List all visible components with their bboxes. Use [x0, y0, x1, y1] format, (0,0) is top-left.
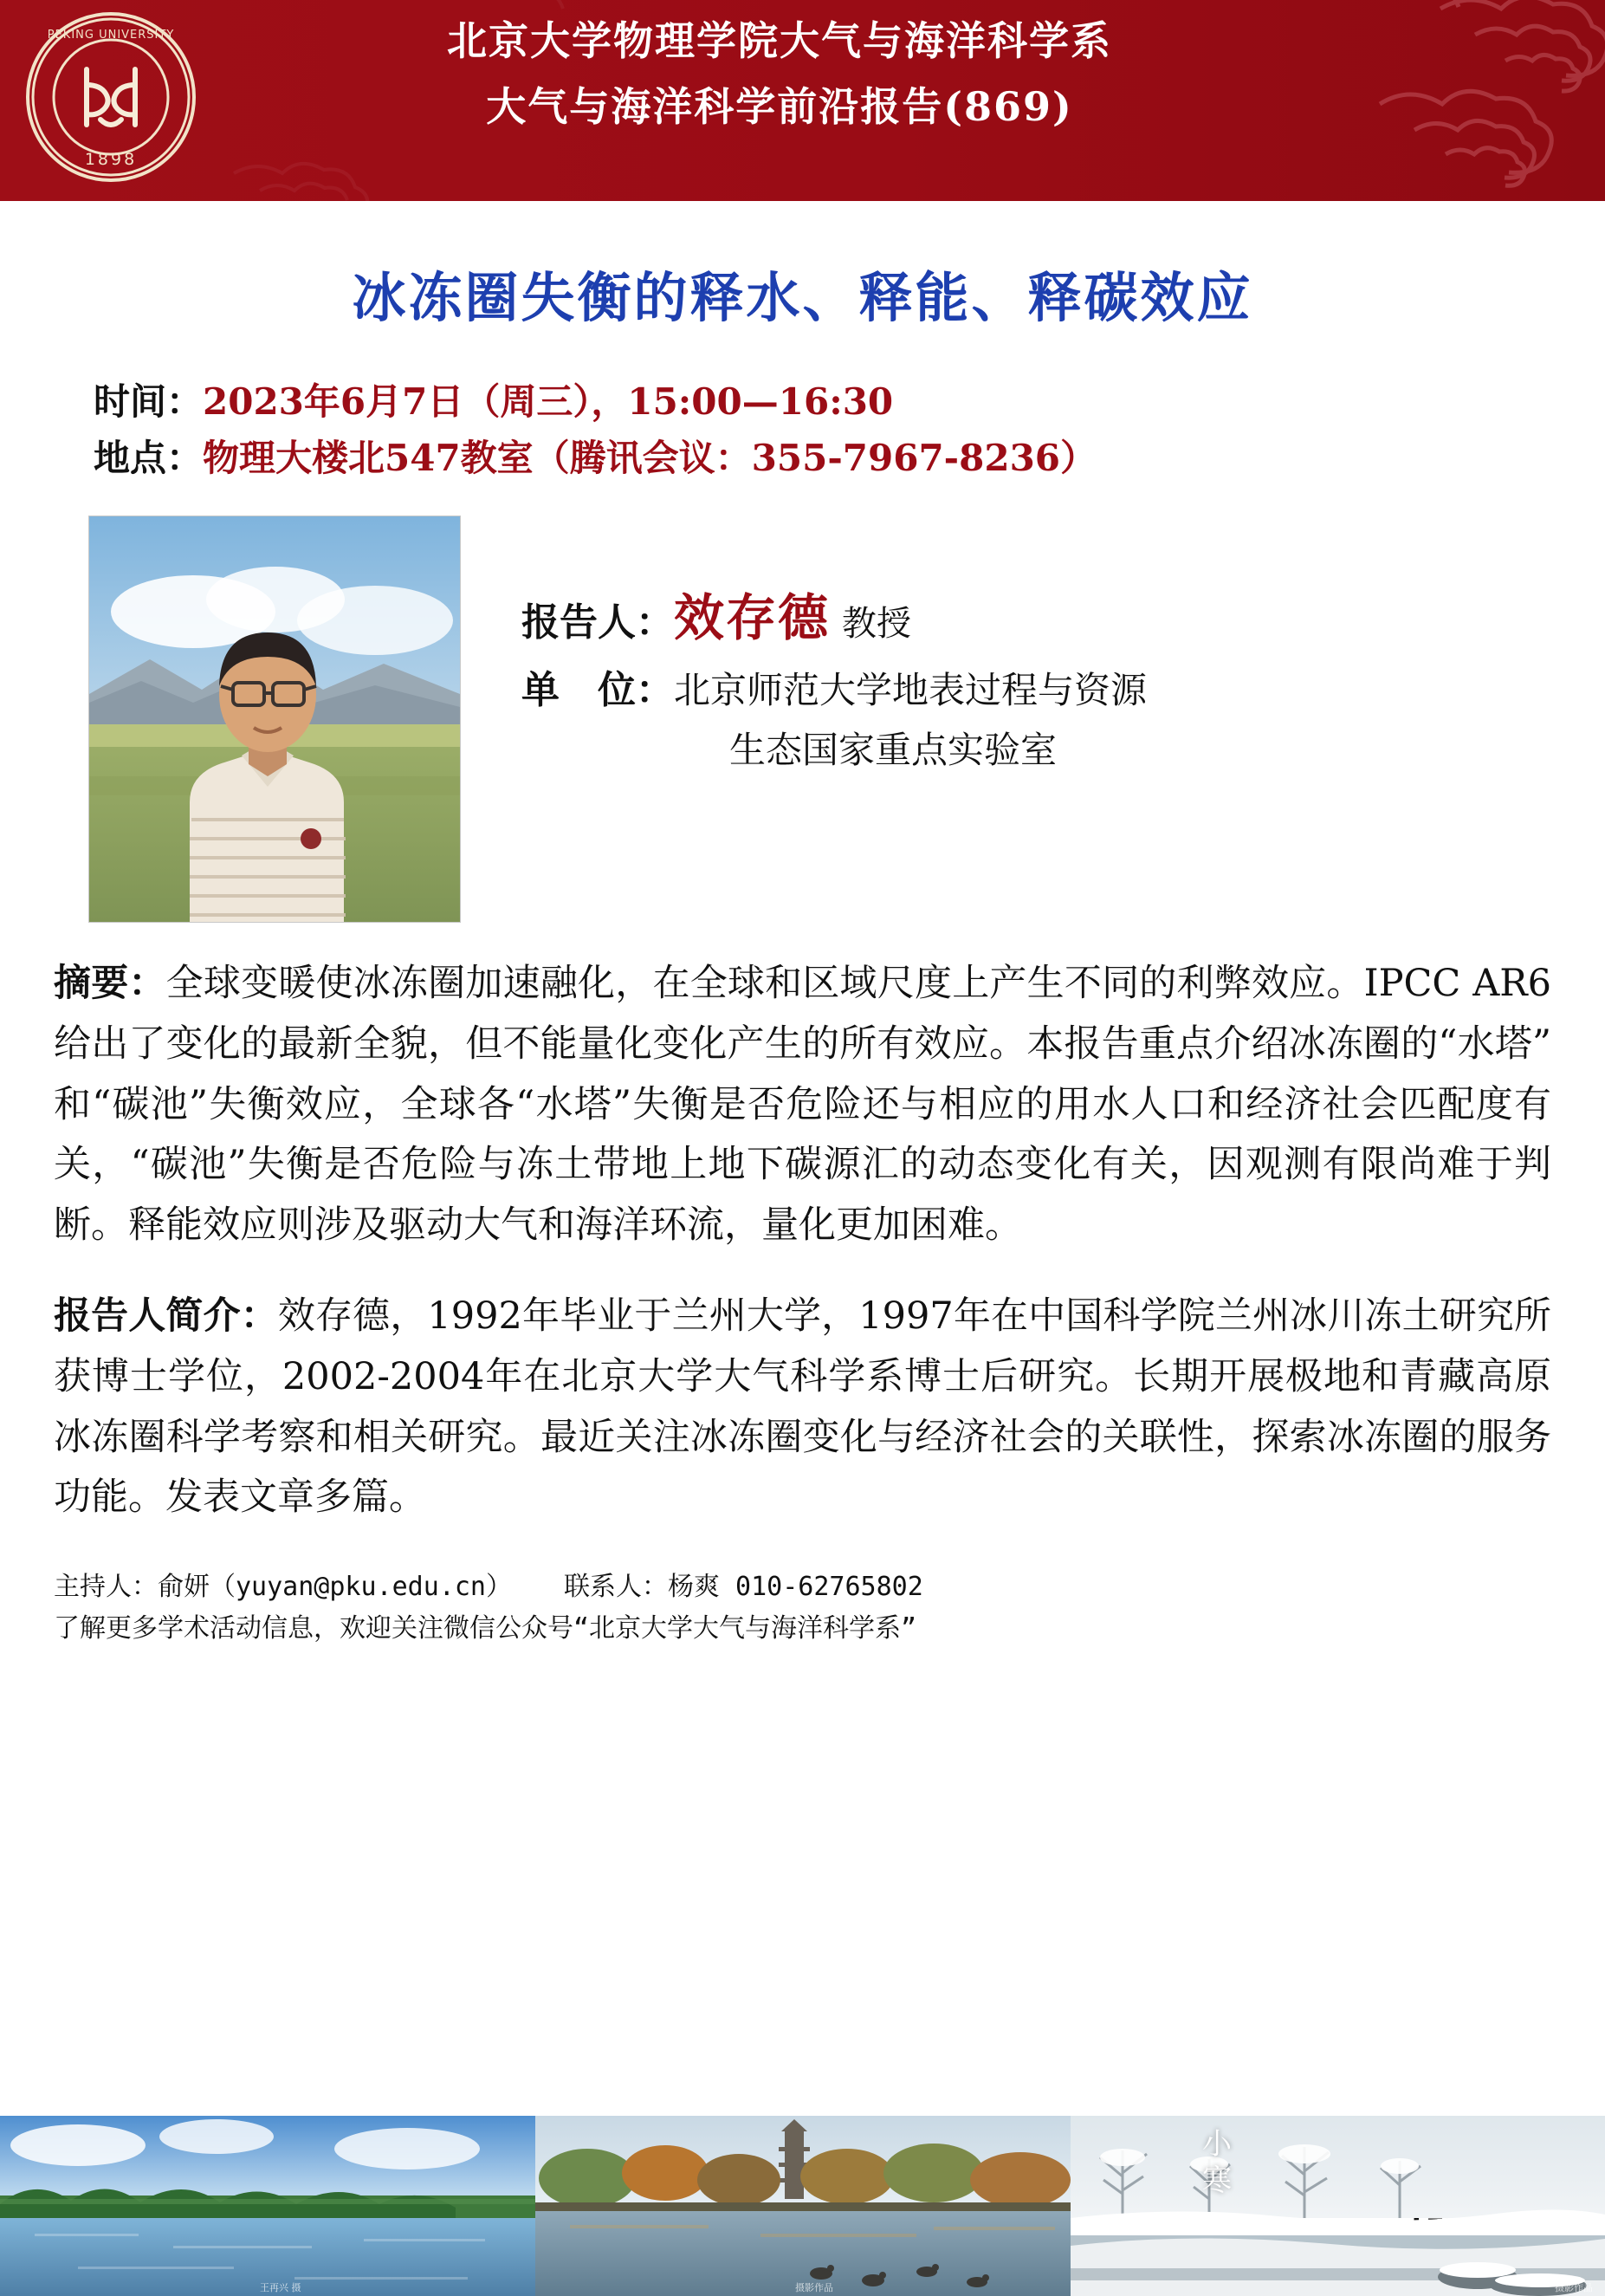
time-label: 时间： — [94, 380, 204, 423]
abstract-label: 摘要： — [54, 962, 166, 1006]
affiliation-row — [521, 659, 1551, 721]
time-value: 2023年6月7日（周三），15:00—16:30 — [203, 380, 894, 423]
speaker-name-row — [521, 578, 1551, 659]
header-organization: 北京大学物理学院大气与海洋科学系 — [447, 17, 1112, 64]
wechat-note: 了解更多学术活动信息，欢迎关注微信公众号“北京大学大气与海洋科学系” — [54, 1613, 917, 1644]
pku-seal-logo — [26, 12, 196, 182]
affiliation-line-1: 北京师范大学地表过程与资源 — [674, 669, 1148, 712]
footer-info — [54, 1566, 1551, 1650]
contact-label: 联系人： — [563, 1572, 668, 1603]
poster-header — [0, 0, 1605, 201]
strip-credit-2: 摄影作品 — [795, 2282, 833, 2293]
speaker-label: 报告人： — [521, 600, 674, 645]
bio-text: 效存德，1992年毕业于兰州大学，1997年在中国科学院兰州冰川冻土研究所获博士学位，2002-2004年在北京大学大气科学系博士后研究。长期开展极地和青藏高原冰冻圈科学考察和相关研究。最近关注冰冻圈变化与经济社会的关联性，探索冰冻圈的服务功能。发表文章多篇。 — [54, 1294, 1551, 1520]
host-value: 俞妍（yuyan@pku.edu.cn） — [158, 1572, 512, 1603]
time-row — [94, 373, 1551, 430]
speaker-block — [54, 516, 1551, 923]
place-label: 地点： — [94, 437, 204, 480]
season-label-char-2: 寒 — [1202, 2163, 1232, 2198]
strip-photo-winter — [1071, 2116, 1605, 2296]
affiliation-line-2: 生态国家重点实验室 — [729, 729, 1058, 772]
campus-photo-strip — [0, 2116, 1605, 2296]
svg-text:1898: 1898 — [84, 150, 138, 169]
speaker-academic-title: 教授 — [842, 604, 912, 645]
speaker-photo — [88, 516, 461, 923]
talk-title: 冰冻圈失衡的释水、释能、释碳效应 — [352, 266, 1253, 329]
strip-credit-3: 摄影作品 — [1555, 2282, 1593, 2293]
season-label-char-1: 小 — [1202, 2127, 1232, 2162]
bio-label: 报告人简介： — [54, 1294, 278, 1339]
footer-contacts-row — [54, 1566, 1551, 1608]
speaker-name: 效存德 — [674, 588, 831, 648]
affiliation-label: 单 位： — [521, 668, 674, 713]
speaker-info — [521, 516, 1551, 923]
footer-spacer — [512, 1566, 564, 1608]
place-value: 物理大楼北547教室（腾讯会议：355-7967-8236） — [203, 437, 1097, 480]
header-series: 大气与海洋科学前沿报告(869) — [486, 83, 1073, 131]
strip-photo-autumn — [535, 2116, 1071, 2296]
strip-credit-1: 王再兴 摄 — [260, 2282, 301, 2293]
abstract-text: 全球变暖使冰冻圈加速融化，在全球和区域尺度上产生不同的利弊效应。IPCC AR6给出了变化的最新全貌，但不能量化变化产生的所有效应。本报告重点介绍冰冻圈的“水塔”和“碳池”失衡效应，全球各“水塔”失衡是否危险还与相应的用水人口和经济社会匹配度有关，“碳池”失衡是否危险与冻土带地上地下碳源汇的动态变化有关，因观测有限尚难于判断。释能效应则涉及驱动大气和海洋环流，量化更加困难。 — [54, 962, 1551, 1247]
bio-paragraph — [54, 1287, 1551, 1528]
talk-meta — [54, 373, 1551, 486]
place-row — [94, 430, 1551, 486]
svg-text:PEKING UNIVERSITY: PEKING UNIVERSITY — [47, 29, 175, 42]
host-label: 主持人： — [54, 1572, 158, 1603]
abstract-paragraph — [54, 954, 1551, 1255]
contact-value: 杨爽 010-62765802 — [667, 1572, 923, 1603]
poster-body — [0, 255, 1605, 1650]
strip-photo-summer — [0, 2116, 535, 2296]
